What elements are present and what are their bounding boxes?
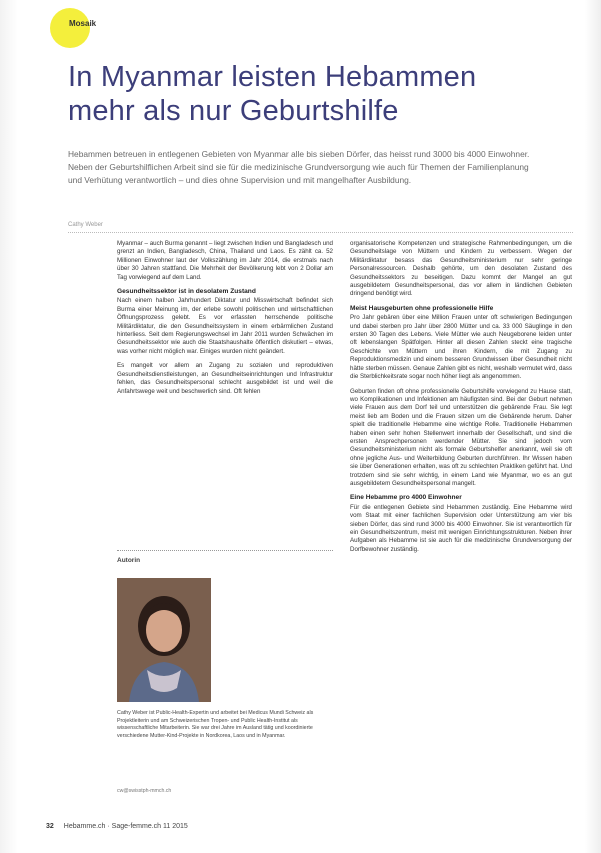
rubric-marker <box>50 8 90 48</box>
body-paragraph: Nach einem halben Jahrhundert Diktatur und Misswirtschaft befindet sich Burma einer Meinung im, der erlebe sowohl politischen und wirtschaftlichen Öffnungsprozess gelebt. Es vor erfassten herrschende politische Militärdiktatur, die den Gesundheitssystem in einem erbärmlichen Zustand hinterliess. Seit dem Regierungswechsel im Jahr 2011 wurden Schwächen im Gesundheitssektor wie auch die Staatshaushalte öffentlich diskutiert – etwas, was vorher nicht möglich war. Einiges wurden nicht geändert. <box>117 297 333 355</box>
article-title: In Myanmar leisten Hebammen mehr als nur Geburtshilfe <box>68 61 477 127</box>
right-column <box>350 240 572 560</box>
autorin-label: Autorin <box>117 557 141 564</box>
page-number: 32 <box>46 823 54 830</box>
body-paragraph: Es mangelt vor allem an Zugang zu sozialen und reproduktiven Gesundheitsdienstleistungen, an Gesundheitseinrichtungen und Infrastruktur fehlen, das Gesundheitspersonal schlecht ausgebildet ist und weil die Anfahrtswege weit und beschwerlich sind. Oft fehlen <box>117 362 333 395</box>
page-footer <box>46 823 188 830</box>
author-email: cw@swisstph-mmch.ch <box>117 788 172 794</box>
body-paragraph: organisatorische Kompetenzen und strategische Rahmenbedingungen, um die Gesundheitslage von Müttern und Kindern zu verbessern. Wegen der Militärdiktatur besass das Gesundheitsministerium nur sehr geringe Personalressourcen. Deshalb gehörte, um den desolaten Zustand des Gesundheitssektors zu beseitigen. Dazu kommt der Mangel an gut ausgebildetem Gesundheitspersonal, das vor allem in ländlichen Gebieten dringend benötigt wird. <box>350 240 572 298</box>
section-heading: Gesundheitssektor ist in desolatem Zustand <box>117 288 256 296</box>
intro-paragraph: Myanmar – auch Burma genannt – liegt zwischen Indien und Bangladesch und grenzt an Indien, Bangladesch, China, Thailand und Laos. Es zählt ca. 52 Millionen Einwohner laut der Volkszählung im Jahr 2014, die erstmals nach über 30 Jahren stattfand. Die Mehrheit der Bevölkerung lebt von 2 Dollar am Tag vorwiegend auf dem Land. <box>117 240 333 281</box>
divider <box>68 232 573 233</box>
body-paragraph: Pro Jahr gebären über eine Million Frauen unter oft schwierigen Bedingungen und dabei sterben pro Jahr über 2800 Mütter und ca. 33 000 Säuglinge in den ersten 30 Tagen des Lebens. Viele Mütter wie auch Neugeborene leiden unter oft lebenslangen Spätfolgen. Hinter all diesen Zahlen steckt eine tragische Geschichte von Müttern und ihren Kindern, die mit Zugang zu Reproduktionsmedizin und einem besseren Grundwissen über Gesundheit nicht hätte sterben müssen. Genaue Zahlen gibt es nicht, weshalb vermutet wird, dass die Sterblichkeitsrate sogar noch höher liegt als angenommen. <box>350 314 572 381</box>
left-column <box>117 240 333 402</box>
publication-name: Hebamme.ch · Sage-femme.ch 11 2015 <box>63 823 188 830</box>
section-heading: Meist Hausgeburten ohne professionelle Hilfe <box>350 304 494 312</box>
author-photo <box>117 578 211 702</box>
author-box-divider <box>117 550 333 551</box>
portrait-image <box>117 578 211 702</box>
body-paragraph: Geburten finden oft ohne professionelle Geburtshilfe vorwiegend zu Hause statt, wo Komplikationen und Infektionen am häufigsten sind. Bei der Geburt nehmen viele Frauen aus dem Dorf teil und unterstützen die gebärende Frau. Sie legt meist lieb am Boden und die Frauen sitzen um die Gebärende herum. Daher spielt die traditionelle Hebamme eine wichtige Rolle. Traditionelle Hebammen haben einen sehr hohen Stellenwert innerhalb der Gesellschaft, und sind die ersten Ansprechpersonen werdender Mütter. Sie sind jedoch vom Gesundheitsministerium nicht als formale Geburtshelfer anerkannt, weil sie oft ohne jegliche Aus- und Weiterbildung Geburten durchführen. Ihr Wissen haben sie über Generationen erhalten, was oft zu schlechten Praktiken geführt hat. Und trotzdem sind sie sehr wichtig, in einem Land wie Myanmar, wo es an gut ausgebildetem Gesundheitspersonal mangelt. <box>350 387 572 487</box>
body-paragraph: Für die entlegenen Gebiete sind Hebammen zuständig. Eine Hebamme wird vom Staat mit einer fachlichen Supervision oder Unterstützung am vier bis sieben Dörfer, das sind rund 3000 bis 4000 Einwohner. Sie ist verantwortlich für ein Gesundheitszentrum, meist mit wenigen Einrichtungsstrukturen. Neben ihrer Aufgaben als Hebamme ist sie auch für die medizinische Grundversorgung der Dorfbewohner zuständig. <box>350 503 572 553</box>
author-bio: Cathy Weber ist Public-Health-Expertin und arbeitet bei Medicus Mundi Schweiz als Projektleiterin und am Schweizerischen Tropen- und Public Health-Institut als wissenschaftliche Mitarbeiterin. Sie war drei Jahre im Ausland tätig und koordinierte verschiedene Mutter-Kind-Projekte in Nordkorea, Laos und in Myanmar. <box>117 710 314 739</box>
article-lead: Hebammen betreuen in entlegenen Gebieten von Myanmar alle bis sieben Dörfer, das heisst rund 3000 bis 4000 Einwohner. Neben der Geburtshilflichen Arbeit sind sie für die medizinische Grundversorgung wie auch für Themen der Familienplanung und Verhütung verantwortlich – und dies ohne Supervision und mit mangelhafter Ausbildung. <box>68 149 530 185</box>
section-heading: Eine Hebamme pro 4000 Einwohner <box>350 494 462 502</box>
author-byline: Cathy Weber <box>68 222 103 228</box>
rubric-label: Mosaik <box>69 19 97 28</box>
